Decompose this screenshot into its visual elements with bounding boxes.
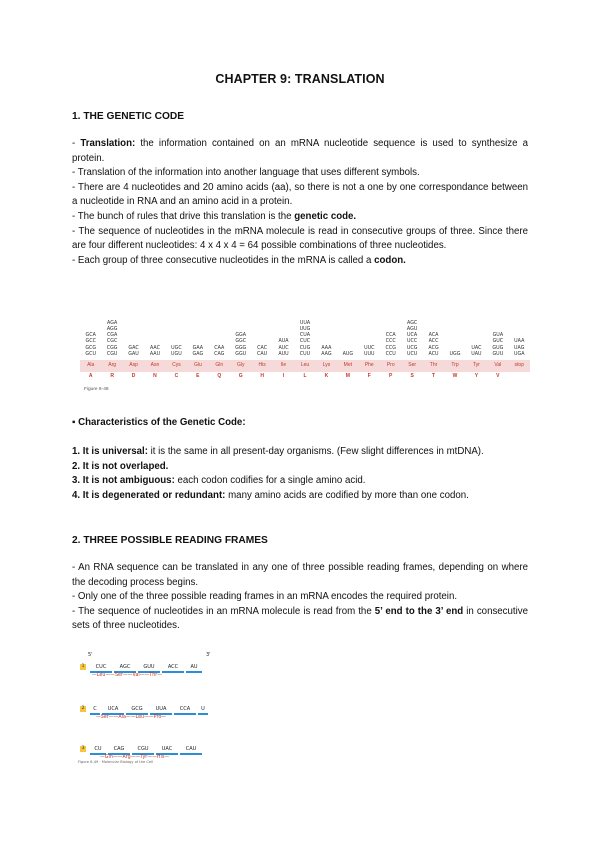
codon-table-figure (80, 318, 530, 388)
codon-column: GUA GUC GUG GUU (492, 333, 504, 357)
amino-acid-name: Gln (215, 362, 224, 368)
paragraph: - Translation of the information into another language that uses different symbols. (72, 167, 420, 179)
codon: UUA (150, 706, 172, 715)
amino-acid-letter: E (196, 373, 200, 379)
amino-acid-letter: D (131, 373, 136, 379)
amino-acid-name: Glu (193, 362, 202, 368)
codon: CUC (90, 664, 112, 673)
amino-acid-letter: K (324, 373, 329, 379)
paragraph: - Only one of the three possible reading frames in an mRNA encodes the required protein. (72, 591, 458, 603)
amino-acid-name: His (258, 362, 266, 368)
amino-acid-letter: H (260, 373, 264, 379)
amino-acid-name: Gly (236, 362, 245, 368)
codon-column: AAA AAG (321, 345, 332, 357)
amino-acid-name: Thr (429, 362, 438, 368)
codon-column: UUA UUG CUA CUC CUG CUU (299, 320, 311, 357)
codon: CGU (132, 746, 154, 755)
codon: UCA (102, 706, 124, 715)
codon-column: UUC UUU (364, 345, 375, 357)
amino-acid-letter: A (88, 373, 93, 379)
paragraph: - The bunch of rules that drive this translation is the genetic code. (72, 210, 357, 222)
list-item: 4. It is degenerated or redundant: many amino acids are codified by more than one codon. (72, 489, 469, 501)
codon-column: UGC UGU (171, 345, 182, 357)
amino-acid-name: Trp (451, 362, 459, 368)
paragraph: - Each group of three consecutive nucleotides in the mRNA is called a codon. (72, 254, 406, 266)
five-prime-label: 5' (88, 652, 93, 658)
frame-number: 2 (81, 706, 85, 711)
codon: AU (186, 664, 202, 673)
reading-frames-text (72, 561, 528, 634)
amino-acid-name: Pro (386, 362, 395, 368)
codon-column: GGA GGC GGG GGU (235, 333, 247, 357)
frame-number: 3 (81, 746, 85, 751)
codon-column: CAC CAU (257, 345, 268, 357)
amino-acid-name: Leu (300, 362, 310, 368)
amino-acid-name: Lys (322, 362, 331, 368)
amino-acid-letter: I (282, 373, 285, 379)
characteristics-list (72, 445, 528, 503)
codon: CCA (174, 706, 196, 715)
amino-acid-letter: M (345, 373, 350, 379)
frame-number: 1 (81, 664, 85, 669)
amino-acid-name: stop (514, 362, 524, 368)
amino-acid-name: Asp (129, 362, 138, 368)
paragraph: - The sequence of nucleotides in the mRNA molecule is read in consecutive groups of three. Since there are four different nucleotides: 4 x 4 x 4 = 64 possible combinations of three nucleotides. (72, 225, 528, 252)
codon: GUU (138, 664, 160, 673)
amino-acid-letter: S (410, 373, 414, 379)
codon-columns (80, 318, 530, 358)
amino-acid-letter: Q (217, 373, 222, 379)
page-title: CHAPTER 9: TRANSLATION (215, 72, 385, 86)
frame-3-amino-acids: —Gln——Arg——Tyr——His— (100, 755, 170, 760)
codon: CAU (180, 746, 202, 755)
characteristics-heading: ▪ Characteristics of the Genetic Code: (72, 417, 246, 428)
three-prime-label: 3' (206, 652, 211, 658)
codon-column: UAC UAU (471, 345, 482, 357)
codon-column: ACA ACC ACG ACU (428, 333, 439, 357)
amino-acid-name: Met (343, 362, 353, 368)
amino-acid-letter: G (238, 373, 243, 379)
paragraph: - There are 4 nucleotides and 20 amino acids (aa), so there is not a one by one correspondance between a nucleotide in RNA and an amino acid in a protein. (72, 181, 528, 208)
amino-acid-letter: C (174, 373, 179, 379)
amino-acid-name: Val (494, 362, 502, 368)
amino-acid-name: Ile (280, 362, 287, 368)
reading-frames-caption: Figure 6-49 · Molecular Biology of the Cell (78, 760, 154, 764)
codon: C (90, 706, 100, 715)
amino-acid-letter: V (496, 373, 500, 379)
codon: GCG (126, 706, 148, 715)
codon-column: CCA CCC CCG CCU (385, 333, 396, 357)
amino-acid-name: Cys (172, 362, 181, 368)
codon-column: AGC AGU UCA UCC UCG UCU (406, 320, 418, 357)
codon-column: AGA AGG CGA CGC CGG CGU (106, 320, 118, 357)
codon-column: GCA GCC GCG GCU (85, 333, 97, 357)
section-heading-genetic-code: 1. THE GENETIC CODE (72, 111, 185, 122)
amino-acid-name: Ser (408, 362, 417, 368)
genetic-code-text (72, 137, 528, 268)
amino-acid-name: Asn (150, 362, 160, 368)
paragraph: - Translation: the information contained on an mRNA nucleotide sequence is used to synthesize a protein. (72, 138, 528, 164)
codon: U (198, 706, 208, 715)
codon: ACC (162, 664, 184, 673)
paragraph: - The sequence of nucleotides in an mRNA molecule is read from the 5’ end to the 3’ end in consecutive sets of three nucleotides. (72, 605, 528, 632)
codon-column: UAA UAG UGA (514, 339, 525, 357)
paragraph: - An RNA sequence can be translated in any one of three possible reading frames, depending on where the decoding process begins. (72, 562, 528, 588)
amino-acid-letter: T (432, 373, 436, 379)
codon-column: GAC GAU (128, 345, 139, 357)
amino-acid-letter: W (452, 373, 458, 379)
section-heading-reading-frames: 2. THREE POSSIBLE READING FRAMES (72, 535, 268, 546)
codon: CU (90, 746, 106, 755)
amino-acid-letter: L (303, 373, 307, 379)
codon: AGC (114, 664, 136, 673)
list-item: 3. It is not ambiguous: each codon codifies for a single amino acid. (72, 475, 366, 487)
codon-column: AAC AAU (149, 345, 161, 357)
amino-acid-name: Phe (364, 362, 374, 368)
amino-acid-letter: R (110, 373, 114, 379)
codon-column: UGG (449, 351, 461, 357)
figure-caption: Figure 6-48 (84, 387, 109, 392)
frame-1-amino-acids: —Leu——Ser——Val——Thr— (92, 673, 163, 678)
amino-acid-name: Arg (108, 362, 117, 368)
codon-column: AUG (342, 351, 354, 357)
reading-frames-figure (78, 652, 228, 772)
codon: CAG (108, 746, 130, 755)
list-item: 1. It is universal: it is the same in all present-day organisms. (Few slight differences in mtDNA). (72, 446, 484, 457)
amino-acid-name: Ala (87, 362, 95, 368)
amino-acid-letter: P (389, 373, 393, 379)
list-item: 2. It is not overlaped. (72, 460, 169, 472)
amino-acid-letter: N (153, 373, 157, 379)
amino-acid-letter: F (367, 373, 371, 379)
codon-column: CAA CAG (214, 345, 225, 357)
codon-column: AUA AUC AUU (278, 339, 289, 357)
codon-column: GAA GAG (192, 345, 204, 357)
amino-acid-letter: Y (474, 373, 479, 379)
codon: UAC (156, 746, 178, 755)
frame-2-amino-acids: —Ser——Ala——Leu——Pro— (96, 715, 167, 720)
amino-acid-name: Tyr (472, 362, 480, 368)
